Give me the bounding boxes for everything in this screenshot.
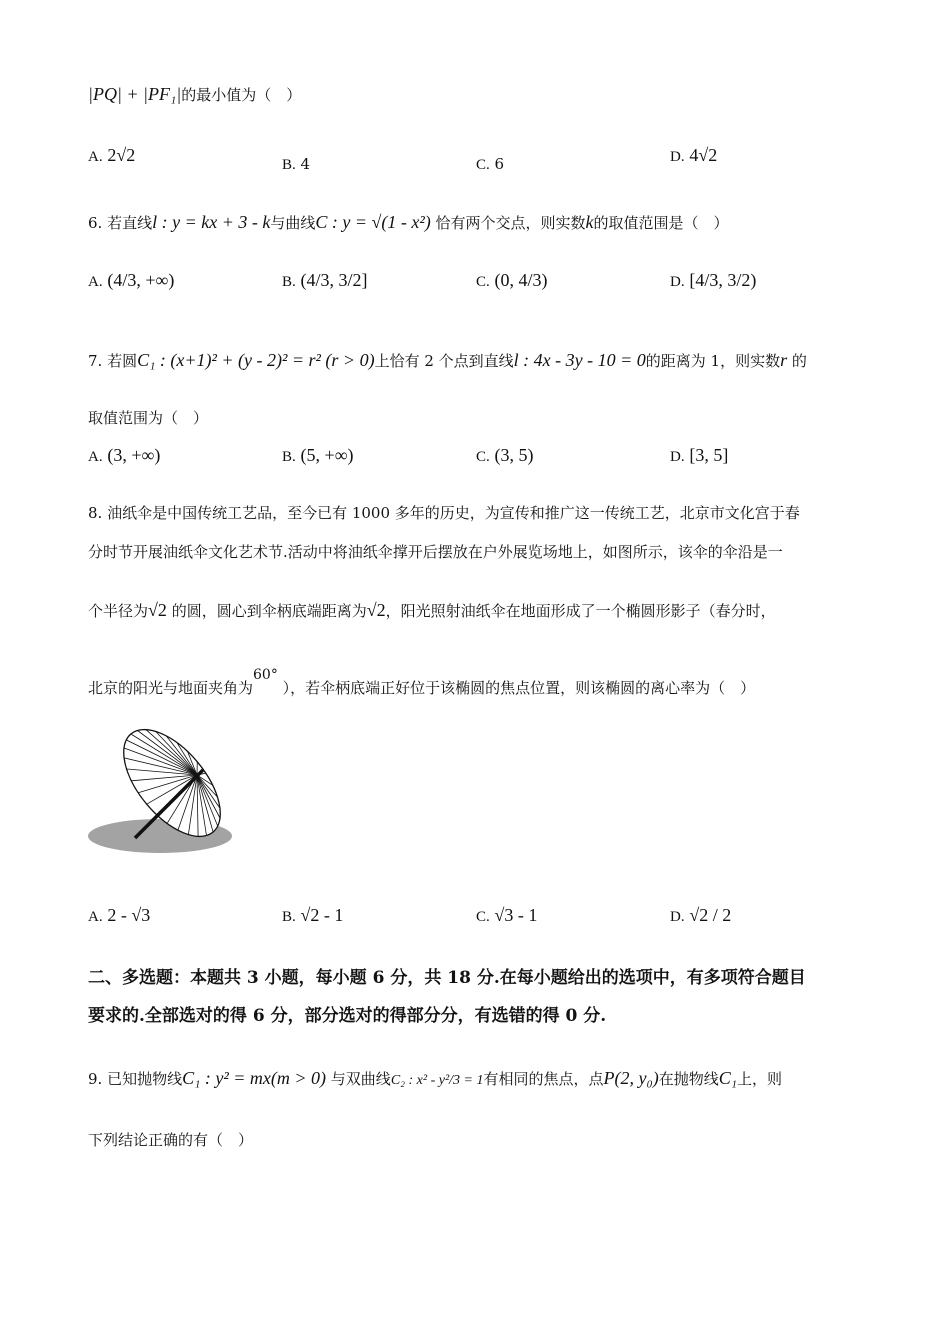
q8-angle: 60° bbox=[253, 667, 278, 683]
q8-option-d[interactable]: D. √2 / 2 bbox=[670, 905, 732, 925]
q5-stem bbox=[88, 84, 301, 105]
q6-option-c[interactable]: C. (0, 4/3) bbox=[476, 270, 548, 290]
q6-line-expression: l : y = kx + 3 - k bbox=[152, 212, 271, 232]
section-2-heading-line1: 二、多选题：本题共 3 小题，每小题 6 分，共 18 分.在每小题给出的选项中，有多项符合题目 bbox=[88, 968, 806, 988]
q8-option-a[interactable]: A. 2 - √3 bbox=[88, 905, 151, 925]
q7-circle-expression: C₁ : (x+1)² + (y - 2)² = r² (r > 0) bbox=[137, 350, 375, 370]
q8-line-3: 个半径为√2 的圆，圆心到伞柄底端距离为√2，阳光照射油纸伞在地面形成了一个椭圆形影子（春分时， bbox=[88, 600, 776, 620]
q5-expression: |PQ| + |PF₁| bbox=[88, 84, 182, 104]
q7-option-c[interactable]: C. (3, 5) bbox=[476, 445, 534, 465]
q8-distance: √2 bbox=[366, 600, 386, 620]
q9-point: P(2, y₀) bbox=[603, 1068, 659, 1088]
q8-radius: √2 bbox=[148, 600, 167, 620]
q7-option-d[interactable]: D. [3, 5] bbox=[670, 445, 729, 465]
q8-line-2: 分时节开展油纸伞文化艺术节.活动中将油纸伞撑开后摆放在户外展览场地上，如图所示，该伞的伞沿是一 bbox=[88, 543, 783, 561]
q7-stem-line2: 取值范围为（ ） bbox=[88, 409, 209, 427]
q5-option-c[interactable]: C. 6 bbox=[476, 155, 505, 173]
section-2-heading-line2: 要求的.全部选对的得 6 分，部分选对的得部分分，有选错的得 0 分. bbox=[88, 1006, 607, 1026]
q6-curve-expression: C : y = √(1 - x²) bbox=[315, 212, 431, 232]
q7-option-a[interactable]: A. (3, +∞) bbox=[88, 445, 161, 465]
q9-hyperbola: C₂ : x² - y²/3 = 1 bbox=[390, 1073, 484, 1088]
q5-option-a[interactable]: A. 2√2 bbox=[88, 145, 136, 165]
q6-option-b[interactable]: B. (4/3, 3/2] bbox=[282, 270, 368, 290]
q6-option-d[interactable]: D. [4/3, 3/2) bbox=[670, 270, 757, 290]
q7-line-expression: l : 4x - 3y - 10 = 0 bbox=[513, 350, 646, 370]
umbrella-figure bbox=[85, 728, 250, 858]
q5-option-d[interactable]: D. 4√2 bbox=[670, 145, 718, 165]
q6-stem: 6. 若直线l : y = kx + 3 - k与曲线C : y = √(1 - x²) 恰有两个交点，则实数k的取值范围是（ ） bbox=[88, 212, 729, 232]
q9-parabola: C₁ : y² = mx(m > 0) bbox=[182, 1068, 327, 1088]
q7-stem: 7. 若圆C₁ : (x+1)² + (y - 2)² = r² (r > 0)上恰有 2 个点到直线l : 4x - 3y - 10 = 0的距离为 1，则实数r 的 bbox=[88, 350, 807, 370]
q5-option-b[interactable]: B. 4 bbox=[282, 155, 311, 173]
q8-option-b[interactable]: B. √2 - 1 bbox=[282, 905, 344, 925]
q9-stem-line2: 下列结论正确的有（ ） bbox=[88, 1131, 254, 1149]
q9-stem: 9. 已知抛物线C₁ : y² = mx(m > 0) 与双曲线C₂ : x² - y²/3 = 1有相同的焦点，点P(2, y₀)在抛物线C₁上，则 bbox=[88, 1068, 783, 1088]
q7-option-b[interactable]: B. (5, +∞) bbox=[282, 445, 354, 465]
q8-line-4: 北京的阳光与地面夹角为60° ），若伞柄底端正好位于该椭圆的焦点位置，则该椭圆的离心率为（ ） bbox=[88, 667, 756, 697]
q5-text: 的最小值为（ ） bbox=[181, 86, 302, 104]
q8-line-1: 8. 油纸伞是中国传统工艺品，至今已有 1000 多年的历史，为宣传和推广这一传统工艺，北京市文化宫于春 bbox=[88, 504, 800, 522]
q8-option-c[interactable]: C. √3 - 1 bbox=[476, 905, 538, 925]
q6-option-a[interactable]: A. (4/3, +∞) bbox=[88, 270, 175, 290]
